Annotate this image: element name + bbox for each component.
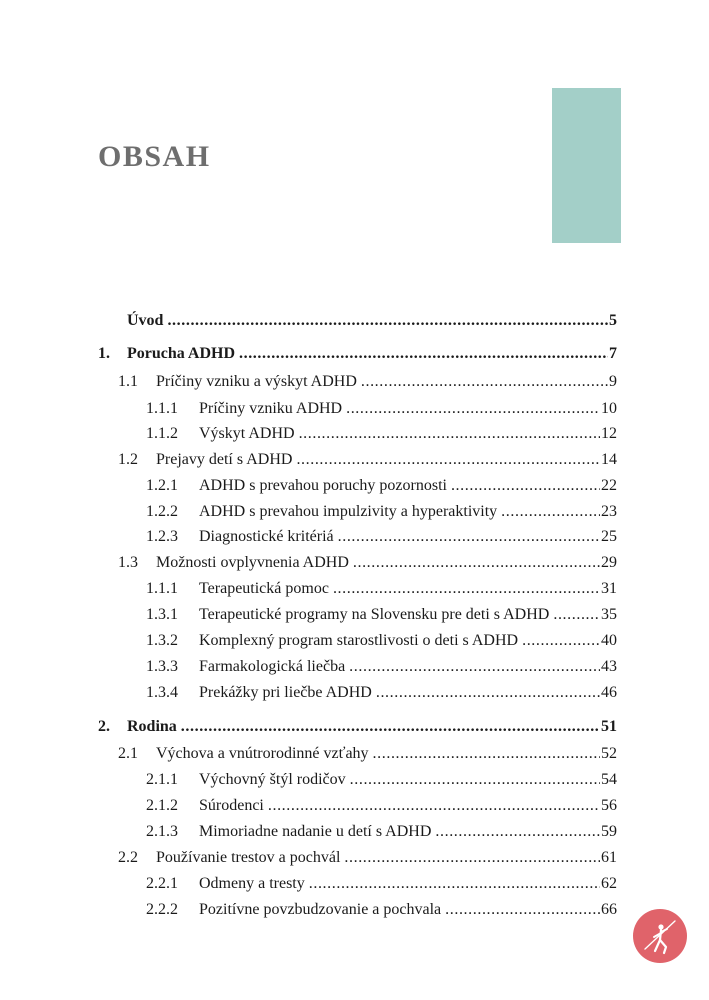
toc-entry[interactable] bbox=[146, 422, 617, 446]
toc-entry-number: 2.1.1 bbox=[146, 771, 178, 788]
toc-dot-leader bbox=[445, 898, 600, 922]
toc-entry-page-number: 35 bbox=[601, 606, 617, 623]
toc-entry[interactable] bbox=[146, 397, 617, 421]
toc-entry-page-number: 46 bbox=[601, 684, 617, 701]
toc-entry-page-number: 14 bbox=[601, 451, 617, 468]
toc-entry-page-number: 22 bbox=[601, 477, 617, 494]
toc-dot-leader bbox=[353, 551, 600, 575]
toc-entry-page-number: 61 bbox=[601, 849, 617, 866]
toc-entry-number: 1.2 bbox=[118, 451, 138, 468]
toc-entry-page-number: 31 bbox=[601, 580, 617, 597]
toc-entry[interactable] bbox=[118, 448, 617, 472]
toc-entry-number: 1.2.1 bbox=[146, 477, 178, 494]
toc-entry-number: 1.3.4 bbox=[146, 684, 178, 701]
toc-entry-number: 1.3 bbox=[118, 554, 138, 571]
toc-entry-page-number: 12 bbox=[601, 425, 617, 442]
toc-entry[interactable] bbox=[98, 715, 617, 739]
toc-dot-leader bbox=[167, 309, 608, 333]
toc-dot-leader bbox=[309, 872, 600, 896]
toc-entry-page-number: 59 bbox=[601, 823, 617, 840]
toc-entry[interactable] bbox=[146, 768, 617, 792]
toc-entry-number: 1.3.2 bbox=[146, 632, 178, 649]
toc-entry-page-number: 7 bbox=[609, 345, 617, 362]
toc-entry-page-number: 43 bbox=[601, 658, 617, 675]
toc-dot-leader bbox=[435, 820, 600, 844]
toc-entry[interactable] bbox=[146, 898, 617, 922]
toc-entry-page-number: 40 bbox=[601, 632, 617, 649]
toc-entry[interactable] bbox=[118, 370, 617, 394]
toc-entry-number: 2.1.2 bbox=[146, 797, 178, 814]
toc-entry-title: Používanie trestov a pochvál bbox=[156, 849, 341, 866]
toc-entry-number: 1.2.3 bbox=[146, 528, 178, 545]
toc-entry-title: Výskyt ADHD bbox=[199, 425, 295, 442]
toc-entry[interactable] bbox=[146, 655, 617, 679]
toc-dot-leader bbox=[522, 629, 600, 653]
toc-dot-leader bbox=[333, 577, 600, 601]
toc-entry-title: ADHD s prevahou poruchy pozornosti bbox=[199, 477, 447, 494]
toc-entry-number: 2.2 bbox=[118, 849, 138, 866]
toc-entry-title: Prejavy detí s ADHD bbox=[156, 451, 293, 468]
toc-dot-leader bbox=[346, 397, 600, 421]
toc-entry[interactable] bbox=[146, 794, 617, 818]
toc-entry-number: 1.1.2 bbox=[146, 425, 178, 442]
toc-entry-title: Porucha ADHD bbox=[127, 345, 235, 362]
toc-entry[interactable] bbox=[146, 474, 617, 498]
page-title: OBSAH bbox=[98, 140, 211, 173]
toc-dot-leader bbox=[338, 525, 600, 549]
toc-entry-title: Výchovný štýl rodičov bbox=[199, 771, 346, 788]
toc-entry-title: Mimoriadne nadanie u detí s ADHD bbox=[199, 823, 432, 840]
toc-entry-page-number: 54 bbox=[601, 771, 617, 788]
toc-dot-leader bbox=[299, 422, 600, 446]
toc-entry-page-number: 9 bbox=[609, 373, 617, 390]
toc-entry[interactable] bbox=[146, 603, 617, 627]
toc-entry-title: Farmakologická liečba bbox=[199, 658, 346, 675]
toc-entry-number: 2.1.3 bbox=[146, 823, 178, 840]
toc-entry-number: 1.3.1 bbox=[146, 606, 178, 623]
toc-entry-page-number: 25 bbox=[601, 528, 617, 545]
toc-dot-leader bbox=[376, 681, 600, 705]
toc-entry-number: 2. bbox=[98, 718, 110, 735]
toc-entry-title: Rodina bbox=[127, 718, 177, 735]
toc-entry[interactable] bbox=[127, 309, 617, 333]
toc-entry-page-number: 62 bbox=[601, 875, 617, 892]
toc-entry[interactable] bbox=[146, 500, 617, 524]
toc-entry-title: Terapeutické programy na Slovensku pre deti s ADHD bbox=[199, 606, 550, 623]
logo-figure-head bbox=[658, 924, 663, 929]
toc-entry-title: Možnosti ovplyvnenia ADHD bbox=[156, 554, 349, 571]
toc-dot-leader bbox=[344, 846, 600, 870]
toc-entry-title: Súrodenci bbox=[199, 797, 264, 814]
toc-entry[interactable] bbox=[146, 681, 617, 705]
toc-dot-leader bbox=[361, 370, 608, 394]
toc-entry-number: 2.2.1 bbox=[146, 875, 178, 892]
toc-dot-leader bbox=[350, 768, 600, 792]
toc-entry[interactable] bbox=[146, 872, 617, 896]
toc-entry-title: Príčiny vzniku a výskyt ADHD bbox=[156, 373, 357, 390]
toc-entry-page-number: 23 bbox=[601, 503, 617, 520]
toc-dot-leader bbox=[501, 500, 600, 524]
toc-dot-leader bbox=[296, 448, 600, 472]
toc-entry[interactable] bbox=[98, 342, 617, 366]
toc-entry-number: 1.2.2 bbox=[146, 503, 178, 520]
toc-dot-leader bbox=[373, 742, 600, 766]
toc-entry-page-number: 5 bbox=[609, 312, 617, 329]
toc-entry-number: 2.1 bbox=[118, 745, 138, 762]
toc-entry-page-number: 10 bbox=[601, 400, 617, 417]
toc-entry-title: Odmeny a tresty bbox=[199, 875, 305, 892]
toc-entry[interactable] bbox=[118, 742, 617, 766]
toc-dot-leader bbox=[268, 794, 600, 818]
toc-entry[interactable] bbox=[146, 629, 617, 653]
toc-entry-page-number: 56 bbox=[601, 797, 617, 814]
toc-entry[interactable] bbox=[146, 525, 617, 549]
toc-entry-number: 1.3.3 bbox=[146, 658, 178, 675]
toc-entry[interactable] bbox=[146, 820, 617, 844]
toc-entry-page-number: 52 bbox=[601, 745, 617, 762]
toc-entry-number: 1.1.1 bbox=[146, 580, 178, 597]
toc-entry-title: Úvod bbox=[127, 312, 164, 329]
toc-entry-page-number: 66 bbox=[601, 901, 617, 918]
toc-entry-title: Príčiny vzniku ADHD bbox=[199, 400, 343, 417]
toc-dot-leader bbox=[181, 715, 600, 739]
toc-dot-leader bbox=[349, 655, 600, 679]
toc-entry[interactable] bbox=[118, 846, 617, 870]
toc-entry-title: Terapeutická pomoc bbox=[199, 580, 329, 597]
toc-entry[interactable] bbox=[146, 577, 617, 601]
toc-dot-leader bbox=[451, 474, 600, 498]
toc-entry-number: 2.2.2 bbox=[146, 901, 178, 918]
toc-dot-leader bbox=[239, 342, 608, 366]
toc-entry-number: 1.1 bbox=[118, 373, 138, 390]
toc-entry-number: 1.1.1 bbox=[146, 400, 178, 417]
toc-entry-title: ADHD s prevahou impulzivity a hyperaktivity bbox=[199, 503, 498, 520]
toc-entry-title: Diagnostické kritériá bbox=[199, 528, 334, 545]
toc-entry-number: 1. bbox=[98, 345, 110, 362]
javelin-thrower-logo-icon bbox=[633, 909, 687, 963]
toc-entry-title: Prekážky pri liečbe ADHD bbox=[199, 684, 372, 701]
toc-entry-page-number: 51 bbox=[601, 718, 617, 735]
toc-entry-title: Pozitívne povzbudzovanie a pochvala bbox=[199, 901, 442, 918]
toc-entry[interactable] bbox=[118, 551, 617, 575]
toc-entry-title: Komplexný program starostlivosti o deti s ADHD bbox=[199, 632, 519, 649]
toc-entry-title: Výchova a vnútrorodinné vzťahy bbox=[156, 745, 369, 762]
toc-entry-page-number: 29 bbox=[601, 554, 617, 571]
toc-dot-leader bbox=[553, 603, 600, 627]
